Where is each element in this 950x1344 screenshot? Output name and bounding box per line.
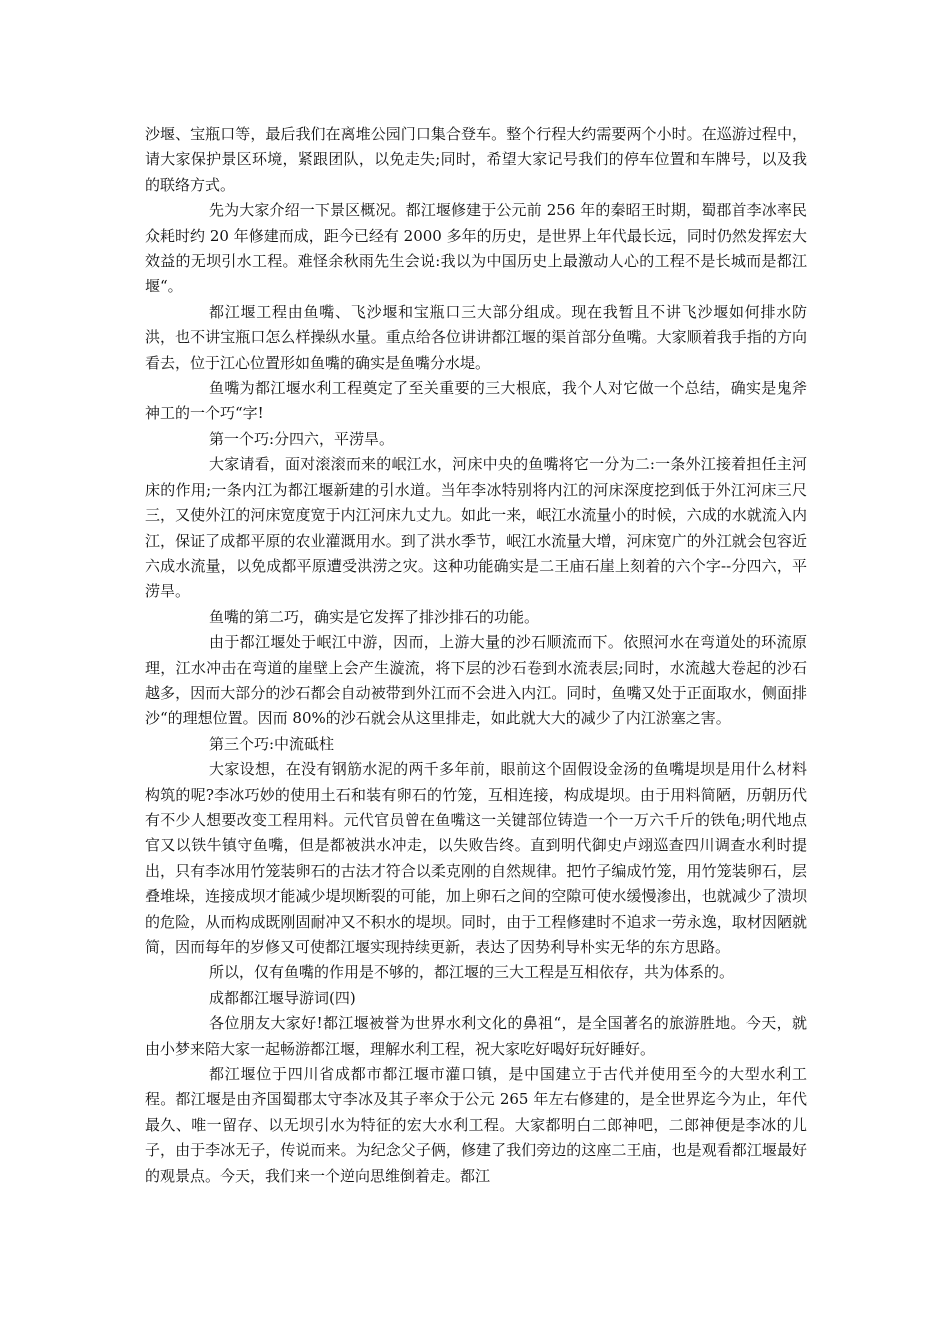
paragraph-13: 各位朋友大家好!都江堰被誉为世界水利文化的鼻祖“，是全国著名的旅游胜地。今天，就由小梦来陪大家一起畅游都江堰，理解水利工程，祝大家吃好喝好玩好睡好。 <box>145 1014 807 1058</box>
paragraph-1: 沙堰、宝瓶口等，最后我们在离堆公园门口集合登车。整个行程大约需要两个小时。在巡游过程中，请大家保护景区环境，紧跟团队，以免走失;同时，希望大家记号我们的停车位置和车牌号，以及我的联络方式。 <box>145 125 807 194</box>
paragraph-4: 鱼嘴为都江堰水利工程奠定了至关重要的三大根底，我个人对它做一个总结，确实是鬼斧神工的一个巧“字! <box>145 379 807 423</box>
paragraph-8: 由于都江堰处于岷江中游，因而，上游大量的沙石顺流而下。依照河水在弯道处的环流原理，江水冲击在弯道的崖壁上会产生漩流，将下层的沙石卷到水流表层;同时，水流越大卷起的沙石越多，因而大部分的沙石都会自动被带到外江而不会进入内江。同时，鱼嘴又处于正面取水，侧面排沙“的理想位置。因而 80%的沙石就会从这里排走，如此就大大的减少了内江淤塞之害。 <box>145 633 807 728</box>
paragraph-6: 大家请看，面对滚滚而来的岷江水，河床中央的鱼嘴将它一分为二:一条外江接着担任主河床的作用;一条内江为都江堰新建的引水道。当年李冰特别将内江的河床深度挖到低于外江河床三尺三，又使外江的河床宽度宽于内江河床九丈九。如此一来，岷江水流量小的时候，六成的水就流入内江，保证了成都平原的农业灌溉用水。到了洪水季节，岷江水流量大增，河床宽广的外江就会包容近六成水流量，以免成都平原遭受洪涝之灾。这种功能确实是二王庙石崖上刻着的六个字--分四六，平涝旱。 <box>145 455 807 601</box>
document-body <box>145 122 807 1189</box>
section-heading-third-skill: 第三个巧:中流砥柱 <box>209 734 335 753</box>
section-title-guide-four: 成都都江堰导游词(四) <box>209 988 356 1007</box>
paragraph-10: 大家设想，在没有钢筋水泥的两千多年前，眼前这个固假设金汤的鱼嘴堤坝是用什么材料构筑的呢?李冰巧妙的使用土石和装有卵石的竹笼，互相连接，构成堤坝。由于用料简陋，历朝历代有不少人想要改变工程用料。元代官员曾在鱼嘴这一关键部位铸造一个一万六千斤的铁龟;明代地点官又以铁牛镇守鱼嘴，但是都被洪水冲走，以失败告终。直到明代御史卢翊巡查四川调查水利时提出，只有李冰用竹笼装卵石的古法才符合以柔克刚的自然规律。把竹子编成竹笼，用竹笼装卵石，层叠堆垛，连接成坝才能减少堤坝断裂的可能，加上卵石之间的空隙可使水缓慢渗出，也就减少了溃坝的危险，从而构成既刚固耐冲又不积水的堤坝。同时，由于工程修建时不追求一劳永逸，取材因陋就简，因而每年的岁修又可使都江堰实现持续更新，表达了因势利导朴实无华的东方思路。 <box>145 760 807 956</box>
paragraph-14: 都江堰位于四川省成都市都江堰市灌口镇，是中国建立于古代并使用至今的大型水利工程。都江堰是由齐国蜀郡太守李冰及其子率众于公元 265 年左右修建的，是全世界迄今为止，年代最久、唯一留存、以无坝引水为特征的宏大水利工程。大家都明白二郎神吧，二郎神便是李冰的儿子，由于李冰无子，传说而来。为纪念父子俩，修建了我们旁边的这座二王庙，也是观看都江堰最好的观景点。今天，我们来一个逆向思维倒着走。都江 <box>145 1065 807 1185</box>
section-heading-second-skill: 鱼嘴的第二巧，确实是它发挥了排沙排石的功能。 <box>209 607 540 626</box>
paragraph-11: 所以，仅有鱼嘴的作用是不够的，都江堰的三大工程是互相依存，共为体系的。 <box>209 963 735 982</box>
paragraph-3: 都江堰工程由鱼嘴、飞沙堰和宝瓶口三大部分组成。现在我暂且不讲飞沙堰如何排水防洪，也不讲宝瓶口怎么样操纵水量。重点给各位讲讲都江堰的渠首部分鱼嘴。大家顺着我手指的方向看去，位于江心位置形如鱼嘴的确实是鱼嘴分水堤。 <box>145 302 807 372</box>
section-heading-first-skill: 第一个巧:分四六，平涝旱。 <box>209 429 395 448</box>
paragraph-2: 先为大家介绍一下景区概况。都江堰修建于公元前 256 年的秦昭王时期，蜀郡首李冰率民众耗时约 20 年修建而成，距今已经有 2000 多年的历史，是世界上年代最长远，同时仍然发挥宏大效益的无坝引水工程。难怪余秋雨先生会说:我以为中国历史上最激动人心的工程不是长城而是都江堰“。 <box>145 201 807 296</box>
